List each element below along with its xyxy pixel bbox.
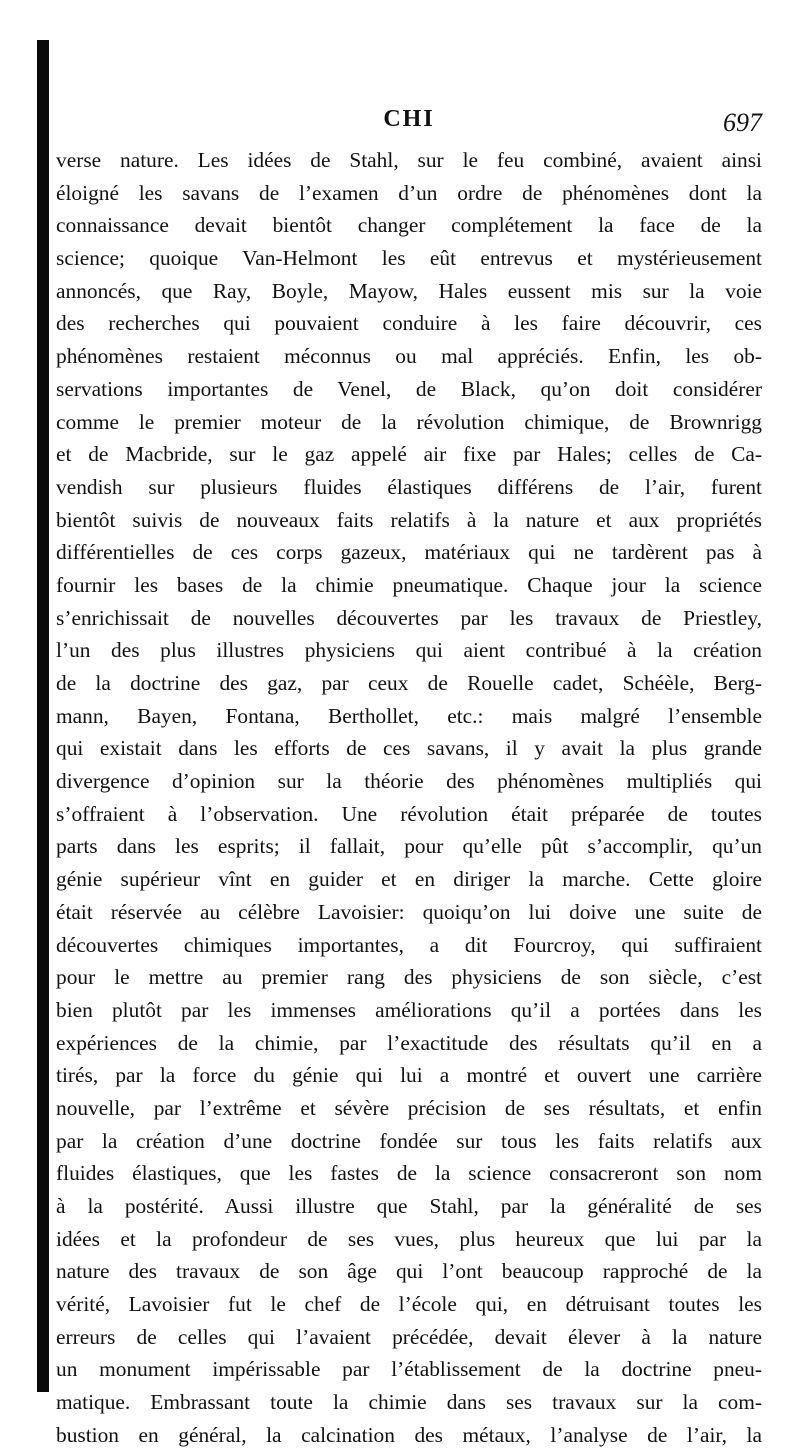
text-line: tirés, par la force du génie qui lui a montré et ouvert une carrière: [56, 1063, 762, 1088]
text-line: nature des travaux de son âge qui l’ont beaucoup rapproché de la: [56, 1259, 762, 1284]
text-line: vérité, Lavoisier fut le chef de l’école qui, en détruisant toutes les: [56, 1292, 762, 1317]
text-line: découvertes chimiques importantes, a dit Fourcroy, qui suffiraient: [56, 932, 762, 957]
text-line: de la doctrine des gaz, par ceux de Rouelle cadet, Schéèle, Berg-: [56, 671, 762, 695]
text-line: connaissance devait bientôt changer complétement la face de la: [56, 213, 762, 238]
text-line: science; quoique Van-Helmont les eût entrevus et mystérieusement: [56, 246, 762, 271]
text-line: matique. Embrassant toute la chimie dans ses travaux sur la com-: [56, 1390, 762, 1415]
text-line: annoncés, que Ray, Boyle, Mayow, Hales eussent mis sur la voie: [56, 278, 762, 303]
text-line: qui existait dans les efforts de ces savans, il y avait la plus grande: [56, 736, 762, 761]
page-edge-shadow: [37, 40, 49, 1392]
text-line: fluides élastiques, que les fastes de la science consacreront son nom: [56, 1161, 762, 1186]
text-line: un monument impérissable par l’établissement de la doctrine pneu-: [56, 1357, 762, 1382]
text-line: s’offraient à l’observation. Une révolution était préparée de toutes: [56, 801, 762, 826]
text-line: génie supérieur vînt en guider et en diriger la marche. Cette gloire: [56, 867, 762, 892]
page-number: 697: [723, 108, 762, 137]
text-line: était réservée au célèbre Lavoisier: quoiqu’on lui doive une suite de: [56, 899, 762, 924]
text-line: et de Macbride, sur le gaz appelé air fixe par Hales; celles de Ca-: [56, 442, 762, 467]
text-line: à la postérité. Aussi illustre que Stahl, par la généralité de ses: [56, 1194, 762, 1218]
text-line: pour le mettre au premier rang des physiciens de son siècle, c’est: [56, 965, 762, 990]
text-line: bien plutôt par les immenses améliorations qu’il a portées dans les: [56, 997, 762, 1022]
text-line: comme le premier moteur de la révolution chimique, de Brownrigg: [56, 409, 762, 434]
text-line: verse nature. Les idées de Stahl, sur le feu combiné, avaient ainsi: [56, 148, 762, 172]
text-line: l’un des plus illustres physiciens qui aient contribué à la création: [56, 638, 762, 663]
text-line: erreurs de celles qui l’avaient précédée, devait élever à la nature: [56, 1324, 762, 1349]
text-line: éloigné les savans de l’examen d’un ordre de phénomènes dont la: [56, 180, 762, 205]
text-line: nouvelle, par l’extrême et sévère précision de ses résultats, et enfin: [56, 1095, 762, 1120]
text-line: divergence d’opinion sur la théorie des phénomènes multipliés qui: [56, 769, 762, 794]
text-line: des recherches qui pouvaient conduire à les faire découvrir, ces: [56, 311, 762, 336]
text-line: s’enrichissait de nouvelles découvertes par les travaux de Priestley,: [56, 605, 762, 630]
text-line: idées et la profondeur de ses vues, plus heureux que lui par la: [56, 1226, 762, 1251]
book-page: [56, 104, 762, 1452]
text-line: parts dans les esprits; il fallait, pour qu’elle pût s’accomplir, qu’un: [56, 834, 762, 859]
text-line: bientôt suivis de nouveaux faits relatifs à la nature et aux propriétés: [56, 507, 762, 532]
page-title: CHI: [383, 106, 435, 132]
text-line: fournir les bases de la chimie pneumatique. Chaque jour la science: [56, 572, 762, 597]
text-line: mann, Bayen, Fontana, Berthollet, etc.: mais malgré l’ensemble: [56, 703, 762, 728]
text-line: bustion en général, la calcination des métaux, l’analyse de l’air, la: [56, 1422, 762, 1447]
text-line: vendish sur plusieurs fluides élastiques différens de l’air, furent: [56, 474, 762, 499]
text-line: servations importantes de Venel, de Black, qu’on doit considérer: [56, 376, 762, 401]
text-line: expériences de la chimie, par l’exactitude des résultats qu’il en a: [56, 1030, 762, 1055]
text-line: phénomènes restaient méconnus ou mal appréciés. Enfin, les ob-: [56, 344, 762, 369]
text-line: différentielles de ces corps gazeux, matériaux qui ne tardèrent pas à: [56, 540, 762, 565]
body-text: [56, 144, 762, 1452]
running-header: [56, 104, 762, 144]
text-line: par la création d’une doctrine fondée sur tous les faits relatifs aux: [56, 1128, 762, 1153]
